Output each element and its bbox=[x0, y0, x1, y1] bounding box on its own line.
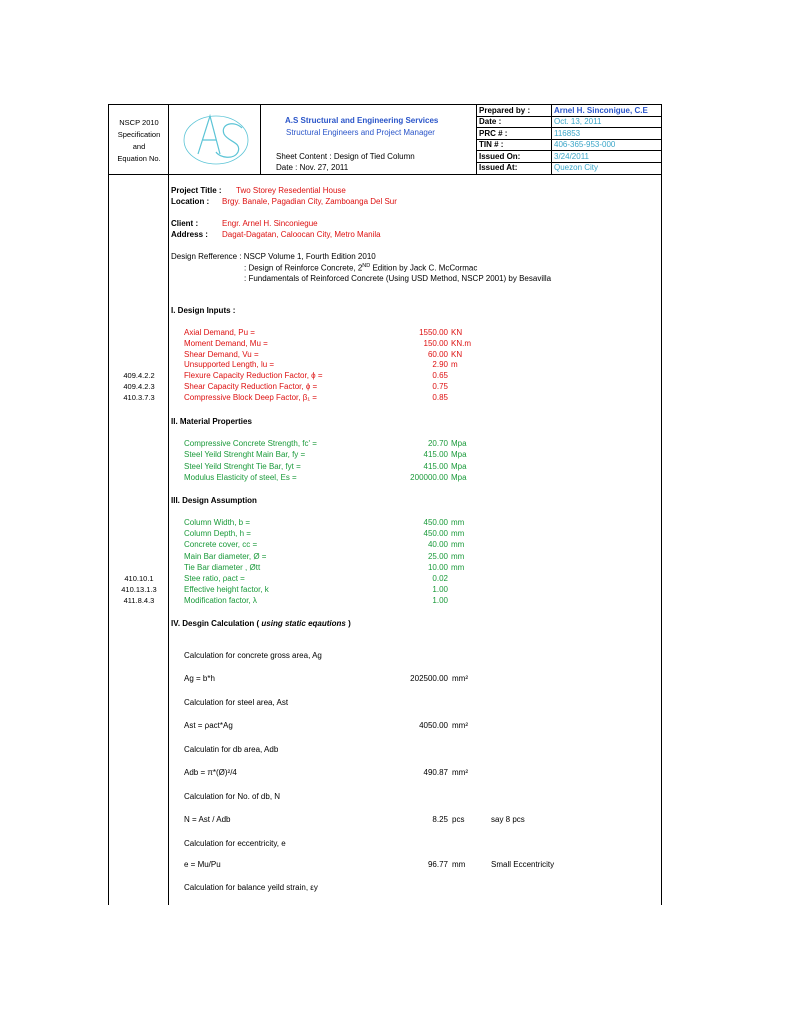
material-property-unit: Mpa bbox=[451, 439, 467, 448]
section-material-properties: II. Material Properties bbox=[171, 417, 252, 426]
calc-no-db-title: Calculation for No. of db, N bbox=[184, 792, 281, 801]
info-value-issued-on: 3/24/2011 bbox=[554, 152, 589, 161]
material-property-unit: Mpa bbox=[451, 461, 467, 471]
design-assumption-value: 450.00 bbox=[423, 518, 448, 527]
calc-gross-area-title: Calculation for concrete gross area, Ag bbox=[184, 651, 322, 660]
calc-db-area-title: Calculatin for db area, Adb bbox=[184, 745, 279, 754]
material-property-value: 415.00 bbox=[423, 461, 448, 471]
design-input-label: Axial Demand, Pu = bbox=[184, 328, 255, 337]
sheet-content: Sheet Content : Design of Tied Column bbox=[276, 152, 415, 161]
as-logo bbox=[176, 108, 256, 168]
info-label-prc: PRC # : bbox=[479, 129, 508, 138]
design-assumption-label: Column Depth, h = bbox=[184, 529, 251, 539]
design-input-label: Unsupported Length, lu = bbox=[184, 360, 275, 370]
info-label-tin: TIN # : bbox=[479, 140, 504, 149]
calc-no-db-eq: N = Ast / Adb bbox=[184, 815, 231, 824]
logo-divider bbox=[260, 104, 261, 174]
spec-header-line: NSCP 2010 bbox=[119, 118, 159, 127]
design-input-code: 409.4.2.3 bbox=[123, 382, 155, 391]
address-value: Dagat-Dagatan, Caloocan City, Metro Manila bbox=[222, 230, 381, 239]
calc-gross-area-unit: mm² bbox=[452, 674, 468, 683]
calc-steel-area-title: Calculation for steel area, Ast bbox=[184, 698, 289, 707]
info-label-prepared: Prepared by : bbox=[479, 106, 531, 115]
design-input-unit: KN bbox=[451, 328, 463, 337]
calc-steel-area-unit: mm² bbox=[452, 721, 468, 730]
design-assumption-value: 450.00 bbox=[423, 529, 448, 539]
location-value: Brgy. Banale, Pagadian City, Zamboanga Del Sur bbox=[222, 197, 397, 206]
design-assumption-label: Modification factor, λ bbox=[184, 596, 257, 606]
info-row-line bbox=[476, 127, 661, 128]
section-design-assumption: III. Design Assumption bbox=[171, 496, 257, 505]
material-property-unit: Mpa bbox=[451, 472, 467, 482]
material-property-unit: Mpa bbox=[451, 450, 467, 460]
design-assumption-label: Tie Bar diameter , Øtt bbox=[184, 562, 261, 572]
section-design-calculation: IV. Desgin Calculation ( using static eqautions ) bbox=[171, 619, 351, 628]
client-value: Engr. Arnel H. Sinconiegue bbox=[222, 219, 318, 228]
design-input-value: 150.00 bbox=[423, 338, 448, 348]
company-subtitle: Structural Engineers and Project Manager bbox=[286, 128, 435, 137]
design-input-unit: KN.m bbox=[451, 338, 471, 348]
company-name: A.S Structural and Engineering Services bbox=[285, 116, 439, 125]
calc-no-db-value: 8.25 bbox=[432, 815, 448, 824]
info-value-tin: 406-365-953-000 bbox=[554, 140, 616, 149]
design-assumption-code: 410.10.1 bbox=[124, 574, 154, 583]
design-assumption-value: 25.00 bbox=[427, 551, 448, 561]
design-assumption-value: 0.02 bbox=[432, 574, 448, 583]
design-assumption-unit: mm bbox=[451, 540, 465, 550]
calc-steel-area-value: 4050.00 bbox=[419, 721, 448, 730]
project-title-value: Two Storey Resedential House bbox=[236, 186, 346, 195]
design-reference-2: : Design of Reinforce Concrete, 2ND Edition by Jack C. McCormac bbox=[244, 263, 478, 273]
spec-header-line: Equation No. bbox=[117, 154, 161, 163]
design-reference-1: Design Refference : NSCP Volume 1, Fourth Edition 2010 bbox=[171, 252, 376, 261]
design-input-value: 0.65 bbox=[432, 371, 448, 381]
material-property-label: Steel Yeild Strenght Tie Bar, fyt = bbox=[184, 461, 301, 471]
info-label-date: Date : bbox=[479, 117, 502, 126]
material-property-label: Compressive Concrete Strength, fc' = bbox=[184, 439, 317, 448]
calc-db-area-value: 490.87 bbox=[423, 768, 448, 777]
design-assumption-value: 1.00 bbox=[432, 585, 448, 595]
material-property-label: Steel Yeild Strenght Main Bar, fy = bbox=[184, 450, 306, 460]
section-design-inputs: I. Design Inputs : bbox=[171, 306, 236, 315]
design-reference-3: : Fundamentals of Reinforced Concrete (Using USD Method, NSCP 2001) by Besavilla bbox=[244, 274, 552, 283]
design-input-value: 2.90 bbox=[432, 360, 448, 370]
calc-no-db-unit: pcs bbox=[452, 815, 465, 824]
design-input-unit: KN bbox=[451, 349, 463, 359]
info-value-issued-at: Quezon City bbox=[554, 163, 599, 172]
calc-eccentricity-value: 96.77 bbox=[427, 860, 448, 869]
design-assumption-label: Effective height factor, k bbox=[184, 585, 269, 595]
material-property-value: 415.00 bbox=[423, 450, 448, 460]
calc-eccentricity-eq: e = Mu/Pu bbox=[184, 860, 221, 869]
left-border bbox=[108, 104, 109, 905]
design-input-code: 410.3.7.3 bbox=[123, 392, 155, 402]
info-value-date: Oct. 13, 2011 bbox=[554, 117, 602, 126]
design-assumption-value: 1.00 bbox=[432, 596, 448, 606]
calc-gross-area-value: 202500.00 bbox=[410, 674, 448, 683]
design-assumption-unit: mm bbox=[451, 551, 465, 561]
calc-eccentricity-title: Calculation for eccentricity, e bbox=[184, 839, 286, 848]
design-assumption-code: 411.8.4.3 bbox=[123, 596, 155, 606]
material-property-value: 200000.00 bbox=[410, 472, 448, 482]
design-assumption-label: Column Width, b = bbox=[184, 518, 251, 527]
design-assumption-label: Main Bar diameter, Ø = bbox=[184, 551, 267, 561]
calc-no-db-note: say 8 pcs bbox=[491, 815, 525, 824]
design-assumption-unit: mm bbox=[451, 529, 465, 539]
design-input-unit: m bbox=[451, 360, 458, 370]
design-input-label: Shear Capacity Reduction Factor, ϕ = bbox=[184, 382, 318, 391]
info-row-line bbox=[476, 150, 661, 151]
design-input-value: 0.85 bbox=[432, 392, 448, 402]
info-label-issued-at: Issued At: bbox=[479, 163, 518, 172]
header-bottom-border bbox=[108, 174, 661, 175]
client-label: Client : bbox=[171, 219, 199, 228]
location-label: Location : bbox=[171, 197, 210, 206]
design-assumption-unit: mm bbox=[451, 562, 465, 572]
design-assumption-label: Concrete cover, cc = bbox=[184, 540, 258, 550]
calc-db-area-eq: Adb = π*(Ø)²/4 bbox=[184, 768, 237, 777]
top-border bbox=[108, 104, 661, 105]
info-label-issued-on: Issued On: bbox=[479, 152, 521, 161]
design-assumption-value: 10.00 bbox=[427, 562, 448, 572]
design-input-code: 409.4.2.2 bbox=[123, 371, 155, 381]
calc-eccentricity-unit: mm bbox=[452, 860, 466, 869]
info-value-prc: 116853 bbox=[554, 129, 581, 138]
design-assumption-value: 40.00 bbox=[427, 540, 448, 550]
design-input-value: 1550.00 bbox=[419, 328, 448, 337]
sheet-date: Date : Nov. 27, 2011 bbox=[276, 163, 349, 172]
calc-steel-area-eq: Ast = ρact*Ag bbox=[184, 721, 233, 730]
spec-column-divider bbox=[168, 104, 169, 905]
design-assumption-unit: mm bbox=[451, 518, 465, 527]
project-title-label: Project Title : bbox=[171, 186, 222, 195]
material-property-value: 20.70 bbox=[427, 439, 448, 448]
calc-db-area-unit: mm² bbox=[452, 768, 468, 777]
design-input-value: 60.00 bbox=[427, 349, 448, 359]
design-input-value: 0.75 bbox=[432, 382, 448, 391]
design-assumption-label: Stee ratio, ρact = bbox=[184, 574, 245, 583]
spec-header-line: and bbox=[132, 142, 146, 151]
address-label: Address : bbox=[171, 230, 208, 239]
design-input-label: Compressive Block Deep Factor, β₁ = bbox=[184, 392, 317, 402]
calc-eccentricity-note: Small Eccentricity bbox=[491, 860, 555, 869]
material-property-label: Modulus Elasticity of steel, Es = bbox=[184, 472, 297, 482]
design-input-label: Flexure Capacity Reduction Factor, ϕ = bbox=[184, 371, 323, 381]
calc-gross-area-eq: Ag = b*h bbox=[184, 674, 215, 683]
calc-balance-strain-title: Calculation for balance yeild strain, εy bbox=[184, 883, 318, 892]
spec-header-line: Specification bbox=[117, 130, 161, 139]
design-assumption-code: 410.13.1.3 bbox=[121, 585, 157, 595]
design-input-label: Shear Demand, Vu = bbox=[184, 349, 259, 359]
design-input-label: Moment Demand, Mu = bbox=[184, 338, 268, 348]
info-value-prepared: Arnel H. Sinconigue, C.E bbox=[554, 106, 648, 115]
right-border bbox=[661, 104, 662, 905]
